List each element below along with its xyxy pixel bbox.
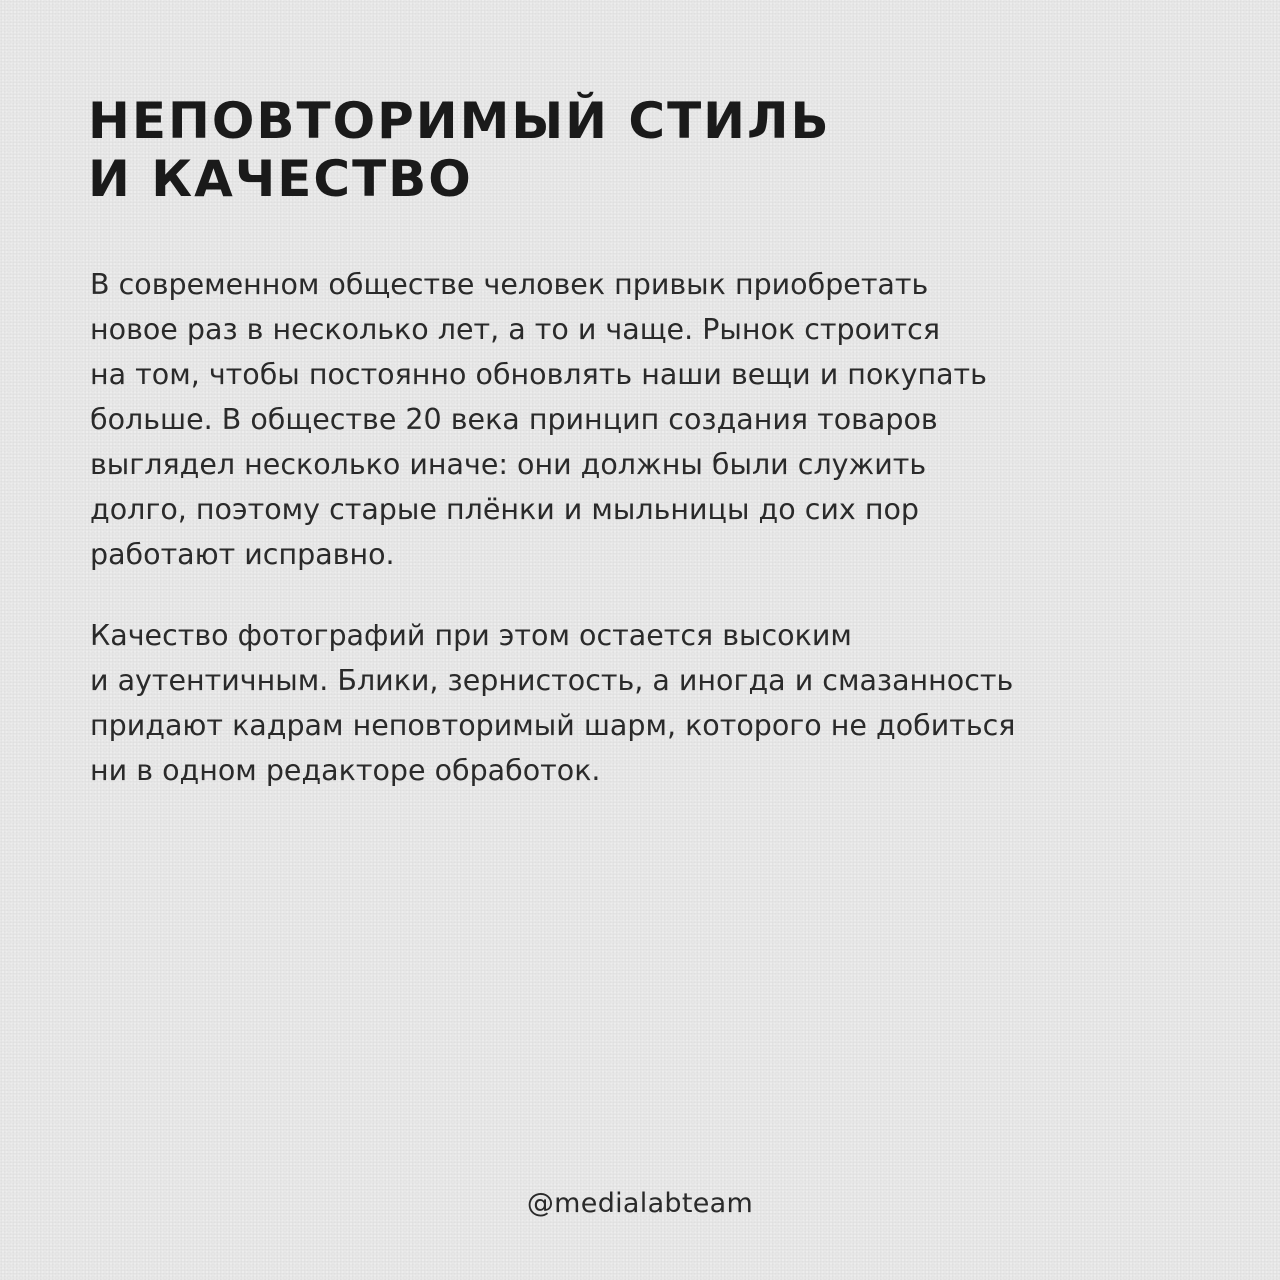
paragraph-line: работают исправно.: [90, 538, 395, 571]
paragraph-line: Качество фотографий при этом остается высоким: [90, 619, 852, 652]
paragraph-line: ни в одном редакторе обработок.: [90, 754, 601, 787]
paragraph-line: и аутентичным. Блики, зернистость, а иногда и смазанность: [90, 664, 1014, 697]
footer-handle: @medialabteam: [526, 1188, 754, 1219]
paragraph-intro: [90, 262, 1200, 577]
paragraph-line: В современном обществе человек привык приобретать: [90, 268, 929, 301]
paragraph-line: придают кадрам неповторимый шарм, которого не добиться: [90, 709, 1016, 742]
paragraph-line: выглядел несколько иначе: они должны были служить: [90, 448, 927, 481]
paragraph-line: долго, поэтому старые плёнки и мыльницы до сих пор: [90, 493, 919, 526]
paragraph-quality: [90, 613, 1200, 793]
page-title: [88, 92, 831, 208]
paragraph-line: больше. В обществе 20 века принцип создания товаров: [90, 403, 938, 436]
title-line-2: И КАЧЕСТВО: [88, 150, 473, 208]
paragraph-line: на том, чтобы постоянно обновлять наши вещи и покупать: [90, 358, 987, 391]
title-line-1: НЕПОВТОРИМЫЙ СТИЛЬ: [88, 92, 831, 150]
paragraph-line: новое раз в несколько лет, а то и чаще. Рынок строится: [90, 313, 940, 346]
